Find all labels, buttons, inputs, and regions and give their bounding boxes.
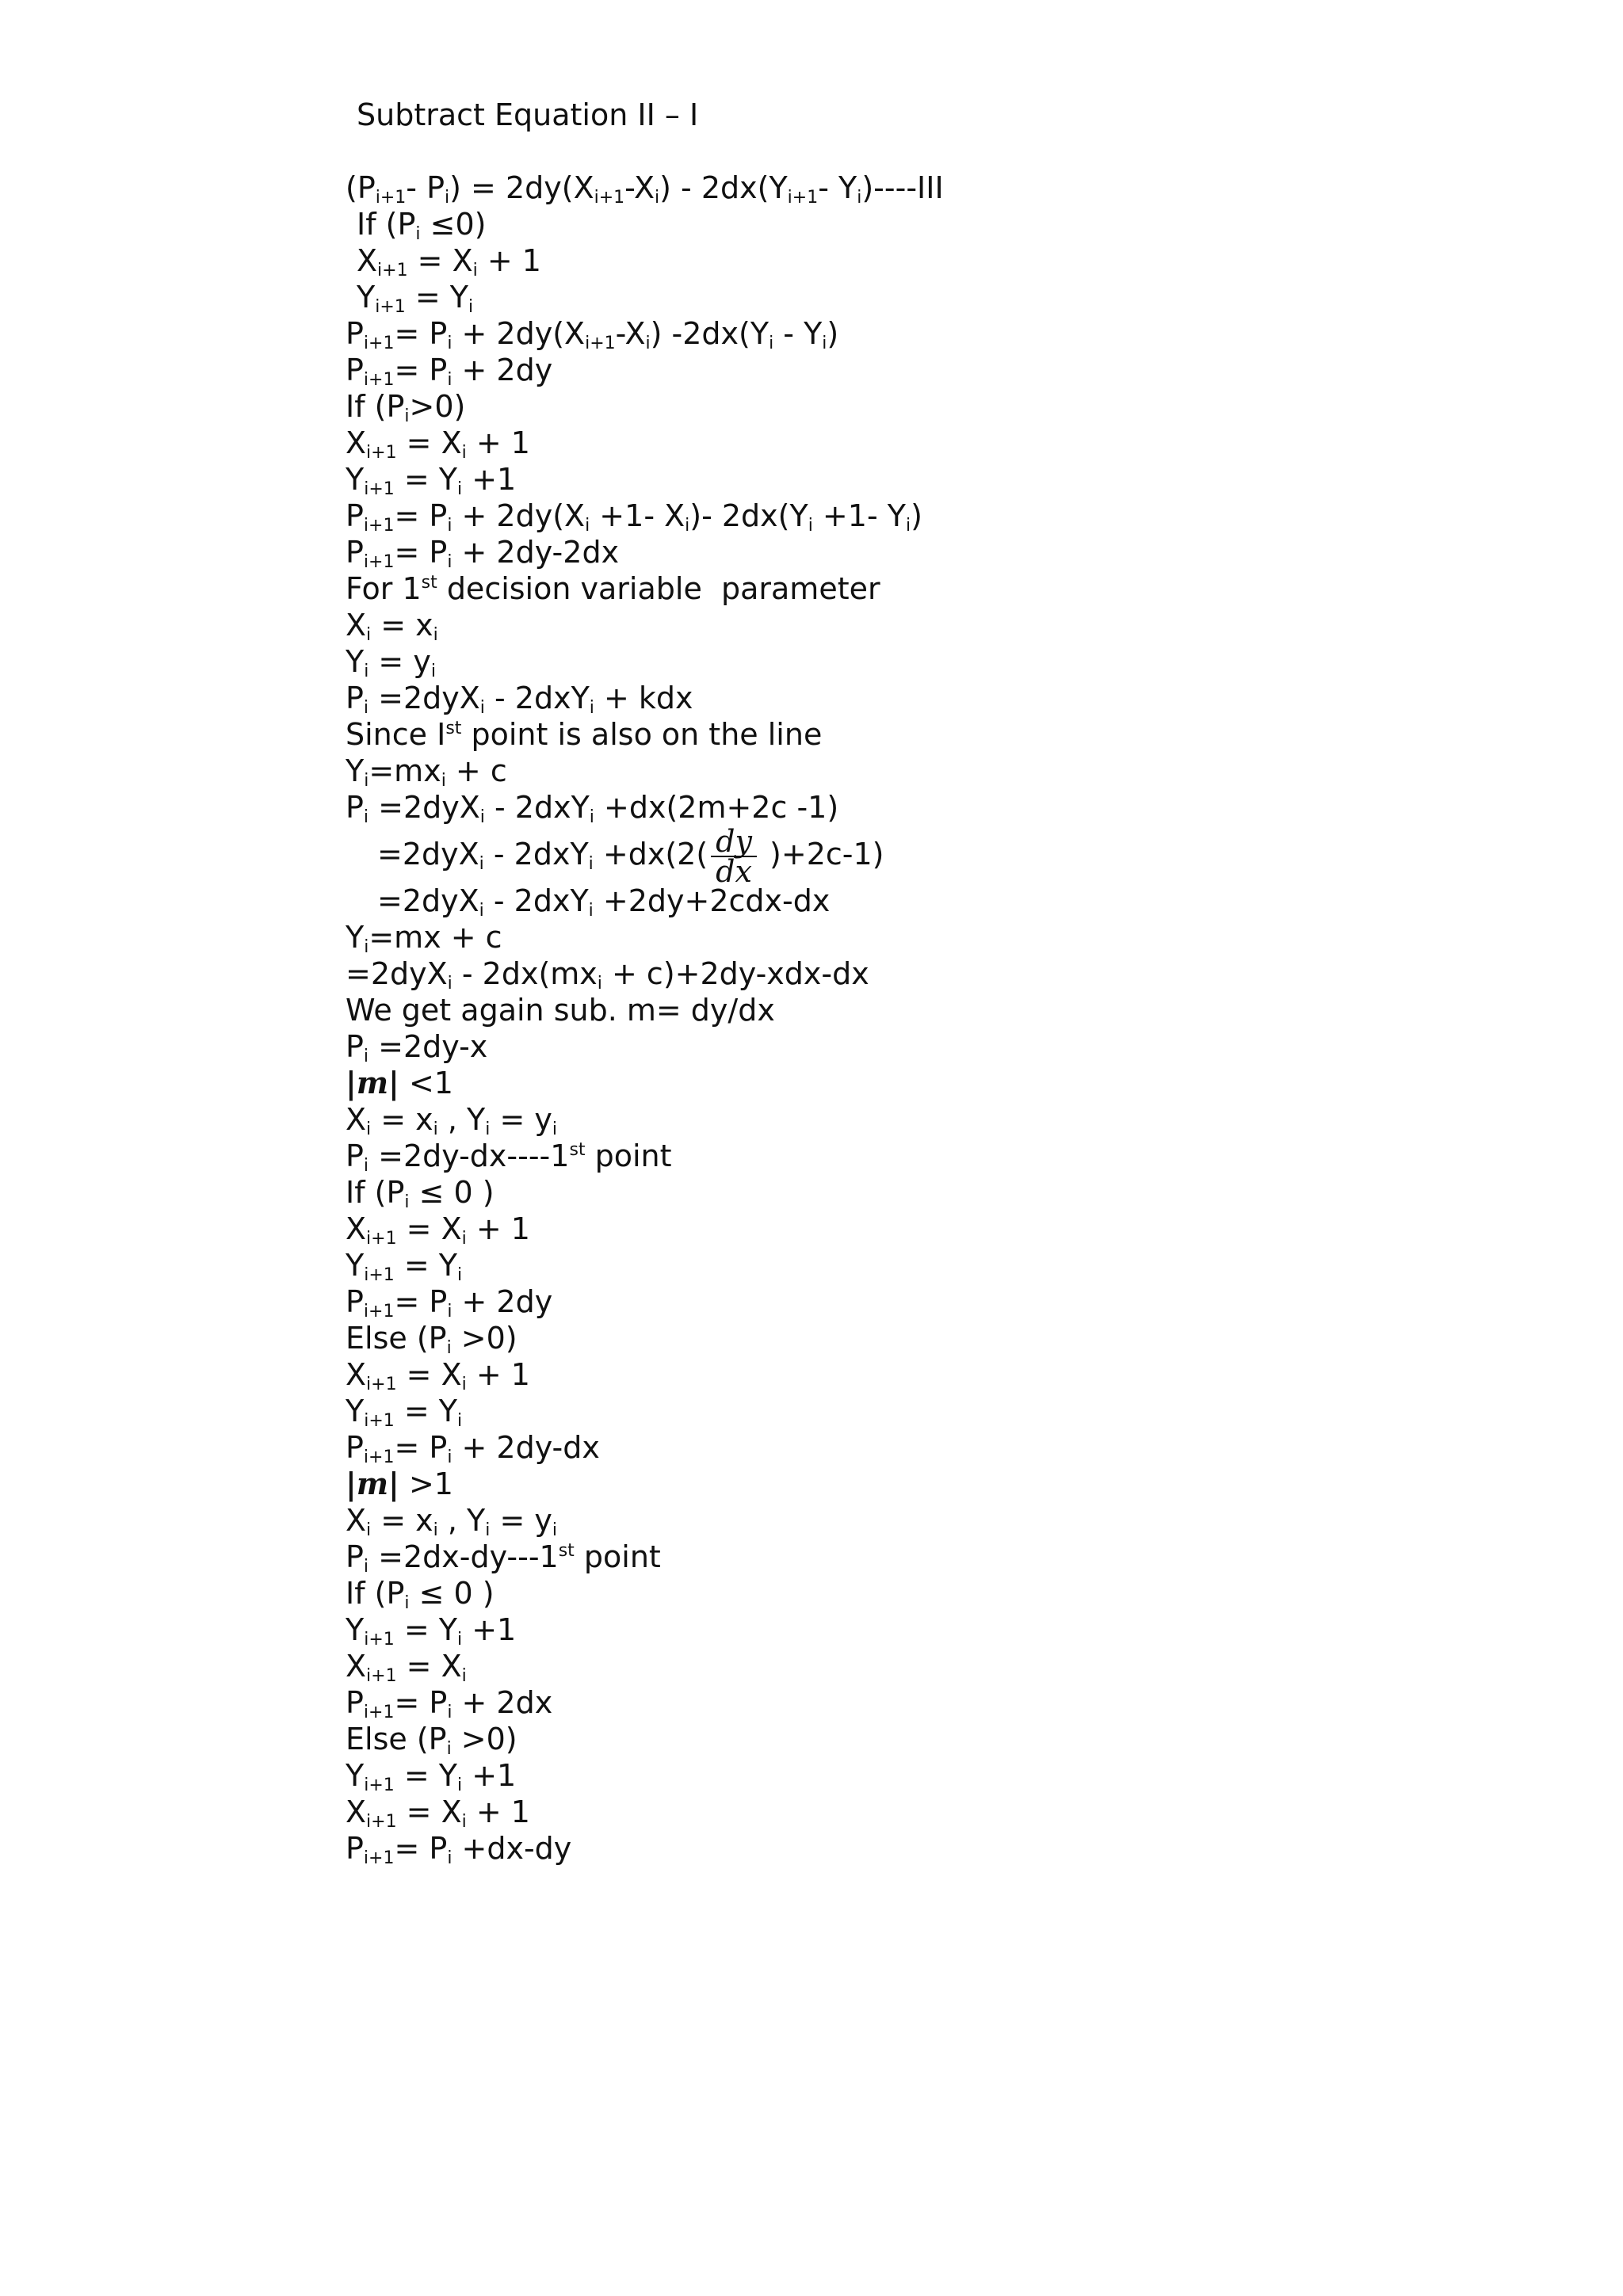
equation-line: $=2dyX_i - 2dx(mx_i + c)+2dy-xdx-dx$ xyxy=(346,956,869,994)
equation-line: We get again sub. m= dy/dx xyxy=(346,993,775,1028)
equation-line: $Y_{i+1} = Y_i +1$ xyxy=(346,462,517,499)
equation-line: $X_{i+1} = X_i + 1$ xyxy=(346,1794,530,1832)
equation-line: If ($P_i \le 0$ ) xyxy=(346,1175,495,1212)
equation-line: $X_{i+1} = X_i + 1$ xyxy=(346,1211,530,1249)
equation-line: $X_{i+1} = X_i + 1$ xyxy=(346,1357,530,1394)
equation-line: $Y_{i+1} = Y_i$ xyxy=(346,1394,463,1431)
equation-line: $Y_i=mx + c$ xyxy=(346,920,502,957)
equation-line: |m| <1 xyxy=(346,1065,453,1100)
equation-line: $X_i = x_i$ , $Y_i = y_i$ xyxy=(346,1102,557,1139)
equation-line: Since Ist point is also on the line xyxy=(346,717,823,752)
equation-line: For 1st decision variable parameter xyxy=(346,571,880,606)
equation-line: $Y_{i+1} = Y_i$ xyxy=(346,1248,463,1285)
equation-line: $X_{i+1} = X_i + 1$ xyxy=(357,243,541,280)
equation-line: Subtract Equation II – I xyxy=(357,97,699,132)
equation-line: $P_{i+1}= P_i + 2dx$ xyxy=(346,1685,553,1722)
fraction xyxy=(711,823,757,889)
equation-line: $P_{i+1}= P_i + 2dy(X_{i+1}-X_i)$ $-2dx(Y_i - Y_i)$ xyxy=(346,316,839,353)
equation-line: $Y_i = y_i$ xyxy=(346,644,436,681)
equation-line: $Y_{i+1} = Y_i +1$ xyxy=(346,1612,517,1650)
fraction-numerator: dy xyxy=(711,827,757,857)
derivation-text xyxy=(346,97,1534,1867)
equation-line: $P_i =2dy-x$ xyxy=(346,1029,488,1066)
equation-line: $P_{i+1}= P_i + 2dy(X_i +1-$ $X_i)-$ $2dx(Y_i +1-$ $Y_i$) xyxy=(346,498,922,536)
equation-line: $X_i = x_i$ , $Y_i = y_i$ xyxy=(346,1503,557,1540)
equation-line: $Y_i=mx_i + c$ xyxy=(346,753,507,791)
equation-line: If $(P_i \le 0)$ xyxy=(357,207,487,244)
equation-line: $P_{i+1}= P_i + 2dy-dx$ xyxy=(346,1430,600,1467)
equation-line: $P_{i+1}= P_i +dx-dy$ xyxy=(346,1831,572,1868)
equation-line: $P_{i+1}= P_i + 2dy$ xyxy=(346,1284,553,1322)
equation-line: $P_i =2dyX_i - 2dxY_i +dx(2m+2c$ -1) xyxy=(346,790,839,827)
equation-line: ($P_{i+1}-$ $P_i) = 2dy(X_{i+1}-X_i) - 2dx(Y_{i+1}-$ $Y_i)---$-III xyxy=(346,170,944,208)
equation-line: $Y_{i+1} = Y_i +1$ xyxy=(346,1758,517,1795)
equation-line: $X_{i+1} = X_i$ xyxy=(346,1649,467,1686)
equation-line: $X_i = x_i$ xyxy=(346,608,438,645)
equation-line: $P_i =2dx-dy---1st$ point xyxy=(346,1539,661,1577)
equation-line: |m| >1 xyxy=(346,1466,453,1501)
equation-line: Else $(P_i >0)$ xyxy=(346,1321,517,1358)
abs-m-symbol: |m| xyxy=(346,1466,399,1501)
fraction-denominator: dx xyxy=(716,853,752,889)
equation-line: =2dyX$_i$ - 2dxY$_i$ +2dy+2cdx-dx xyxy=(377,883,831,921)
equation-line: If ($P_i \le 0$ ) xyxy=(346,1576,495,1613)
equation-line: Else $(P_i >0)$ xyxy=(346,1722,517,1759)
equation-line: $Y_{i+1} = Y_i$ xyxy=(357,280,474,317)
equation-line: =2dyX$_i$ - 2dxY$_i$ +dx(2( $\frac{dy}{dx}$ )+2c-1) xyxy=(377,823,884,889)
equation-line: $X_{i+1} = X_i + 1$ xyxy=(346,425,530,463)
equation-line: $P_{i+1}= P_i + 2dy-2dx$ xyxy=(346,535,620,572)
equation-line: If $(P_i>0)$ xyxy=(346,389,466,426)
equation-line: $P_i =2dyX_i - 2dxY_i$ + kdx xyxy=(346,681,693,718)
abs-m-symbol: |m| xyxy=(346,1065,399,1100)
equation-line: $P_{i+1}= P_i + 2dy$ xyxy=(346,353,553,390)
equation-line: $P_i =2dy-dx----1st$ point xyxy=(346,1138,672,1176)
